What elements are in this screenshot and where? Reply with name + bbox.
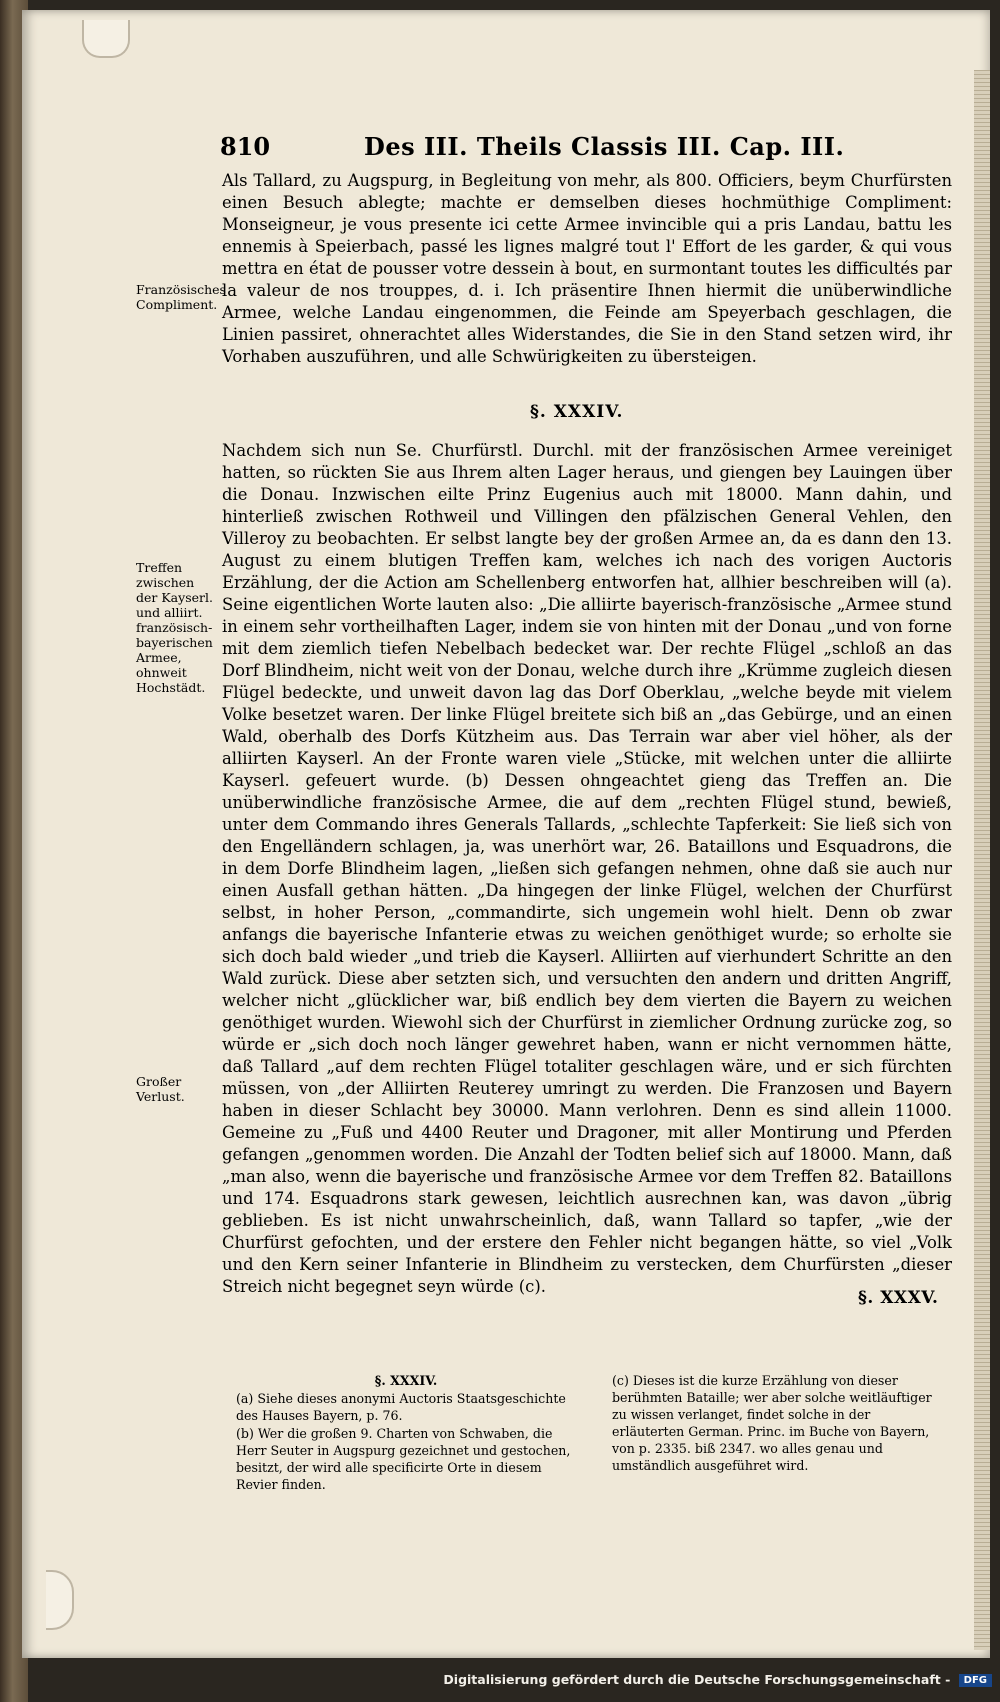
paragraph-compliment: Als Tallard, zu Augspurg, in Begleitung von mehr, als 800. Officiers, beym Churfürsten einen Besuch ablegte; machte er demselben dieses hochmüthige Compliment: Monseigneur, je vous presente ici cette Armee invincible qui a pris Landau, battu les ennemis à Speierbach, passé les lignes malgré tout l' Effort de les garder, & qui vous mettra en état de pousser votre dessein à bout, en surmontant toutes les difficultés par la valeur de nos trouppes, d. i. Ich präsentire Ihnen hiermit die unüberwindliche Armee, welche Landau eingenommen, die Feinde am Speyerbach geschlagen, die Linien passiret, ohnerachtet alles Widerstandes, die Sie in den Stand setzen wird, ihr Vorhaben auszuführen, und alle Schwürigkeiten zu übersteigen. xyxy=(222,171,952,366)
footnotes-right-column xyxy=(612,1372,946,1475)
page-tab-bottom xyxy=(46,1570,74,1630)
section-heading: §. XXXIV. xyxy=(530,402,624,422)
footnote-b: (b) Wer die großen 9. Charten von Schwaben, die Herr Seuter in Augspurg gezeichnet und gestochen, besitzt, der wird alle specificirte Orte in diesem Revier finden. xyxy=(236,1426,571,1492)
margin-note-compliment: Französisches Compliment. xyxy=(136,282,226,312)
dfg-logo: DFG xyxy=(959,1674,992,1687)
page-tab-top xyxy=(82,20,130,58)
paragraph-battle: Nachdem sich nun Se. Churfürstl. Durchl. mit der französischen Armee vereiniget hatten, so rückten Sie aus Ihrem alten Lager heraus, und giengen bey Lauingen über die Donau. Inzwischen eilte Prinz Eugenius auch mit 18000. Mann dahin, und hinterließ zwischen Rothweil und Villingen den pfälzischen General Vehlen, den Villeroy zu beobachten. Er selbst langte bey der großen Armee an, da es dann den 13. August zu einem blutigen Treffen kam, welches ich nach des vorigen Auctoris Erzählung, der die Action am Schellenberg entworfen hat, allhier beschreiben will (a). Seine eigentlichen Worte lauten also: „Die alliirte bayerisch-französische „Armee stund in einem sehr vortheilhaften Lager, indem sie von hinten mit der Donau „und von forne mit dem ziemlich tiefen Nebelbach bedecket war. Der rechte Flügel „schloß an das Dorf Blindheim, nicht weit von der Donau, welche durch ihre „Krümme zugleich diesen Flügel bedeckte, und unweit davon lag das Dorf Oberklau, „welche beyde mit vielem Volke besetzet waren. Der linke Flügel breitete sich biß an „das Gebürge, und an einen Wald, oberhalb des Dorfs Kützheim aus. Das Terrain war aber viel höher, als der alliirten Kayserl. An der Fronte waren viele „Stücke, mit welchen unter die alliirte Kayserl. gefeuert wurde. (b) Dessen ohngeachtet gieng das Treffen an. Die unüberwindliche französische Armee, die auf dem „rechten Flügel stund, bewieß, unter dem Commando ihres Generals Tallards, „schlechte Tapferkeit: Sie ließ sich von den Engelländern schlagen, ja, was unerhört war, 26. Bataillons und Esquadrons, die in dem Dorfe Blindheim lagen, „ließen sich gefangen nehmen, ohne daß sie auch nur einen Ausfall gethan hätten. „Da hingegen der linke Flügel, welchen der Churfürst selbst, in hoher Person, „commandirte, sich ungemein wohl hielt. Denn ob zwar anfangs die bayerische Infanterie etwas zu weichen genöthiget wurde; so erholte sie sich doch bald wieder „und trieb die Kayserl. Alliirten auf vierhundert Schritte an den Wald zurück. Diese aber setzten sich, und versuchten den andern und dritten Angriff, welcher nicht „glücklicher war, biß endlich bey dem vierten die Bayern zu weichen genöthiget wurden. Wiewohl sich der Churfürst in ziemlicher Ordnung zurücke zog, so würde er „sich doch noch länger gewehret haben, wann er nicht vernommen hätte, daß Tallard „auf dem rechten Flügel totaliter geschlagen wäre, und er sich fürchten müssen, von „der Alliirten Reuterey umringt zu werden. Die Franzosen und Bayern haben in dieser Schlacht bey 30000. Mann verlohren. Denn es sind allein 11000. Gemeine zu „Fuß und 4400 Reuter und Dragoner, mit aller Montirung und Pferden gefangen „genommen worden. Die Anzahl der Todten belief sich auf 18000. Mann, daß „man also, wenn die bayerische und französische Armee vor dem Treffen 82. Bataillons und 174. Esquadrons stark gewesen, leichtlich ausrechnen kan, was davon „übrig geblieben. Es ist nicht unwahrscheinlich, daß, wann Tallard so tapfer, „wie der Churfürst gefochten, und der erstere den Fehler nicht begangen hätte, so viel „Volk und den Kern seiner Infanterie in Blindheim zu verstecken, dem Churfürsten „dieser Streich nicht begegnet seyn würde (c). xyxy=(222,441,952,1296)
margin-note-loss: Großer Verlust. xyxy=(136,1074,185,1104)
page-number: 810 xyxy=(220,132,271,161)
margin-note-battle: Treffen zwischen der Kayserl. und alliirt. französisch-bayerischen Armee, ohnweit Hochstädt. xyxy=(136,560,213,695)
footnote-section-title: §. XXXIV. xyxy=(374,1373,438,1388)
digitization-credit xyxy=(443,1672,992,1687)
digitization-note: Digitalisierung gefördert durch die Deutsche Forschungsgemeinschaft - xyxy=(443,1672,951,1687)
footnote-a: (a) Siehe dieses anonymi Auctoris Staatsgeschichte des Hauses Bayern, p. 76. xyxy=(236,1391,566,1423)
page-stack-edge xyxy=(974,70,990,1650)
footnotes-left-column xyxy=(236,1372,576,1494)
footnote-c: (c) Dieses ist die kurze Erzählung von dieser berühmten Bataille; wer aber solche weitläuftiger zu wissen verlanget, findet solche in der erläuterten German. Princ. im Buche von Bayern, von p. 2335. biß 2347. wo alles genau und umständlich ausgeführet wird. xyxy=(612,1373,932,1473)
running-head: Des III. Theils Classis III. Cap. III. xyxy=(364,132,845,161)
catchword: §. XXXV. xyxy=(858,1288,939,1308)
